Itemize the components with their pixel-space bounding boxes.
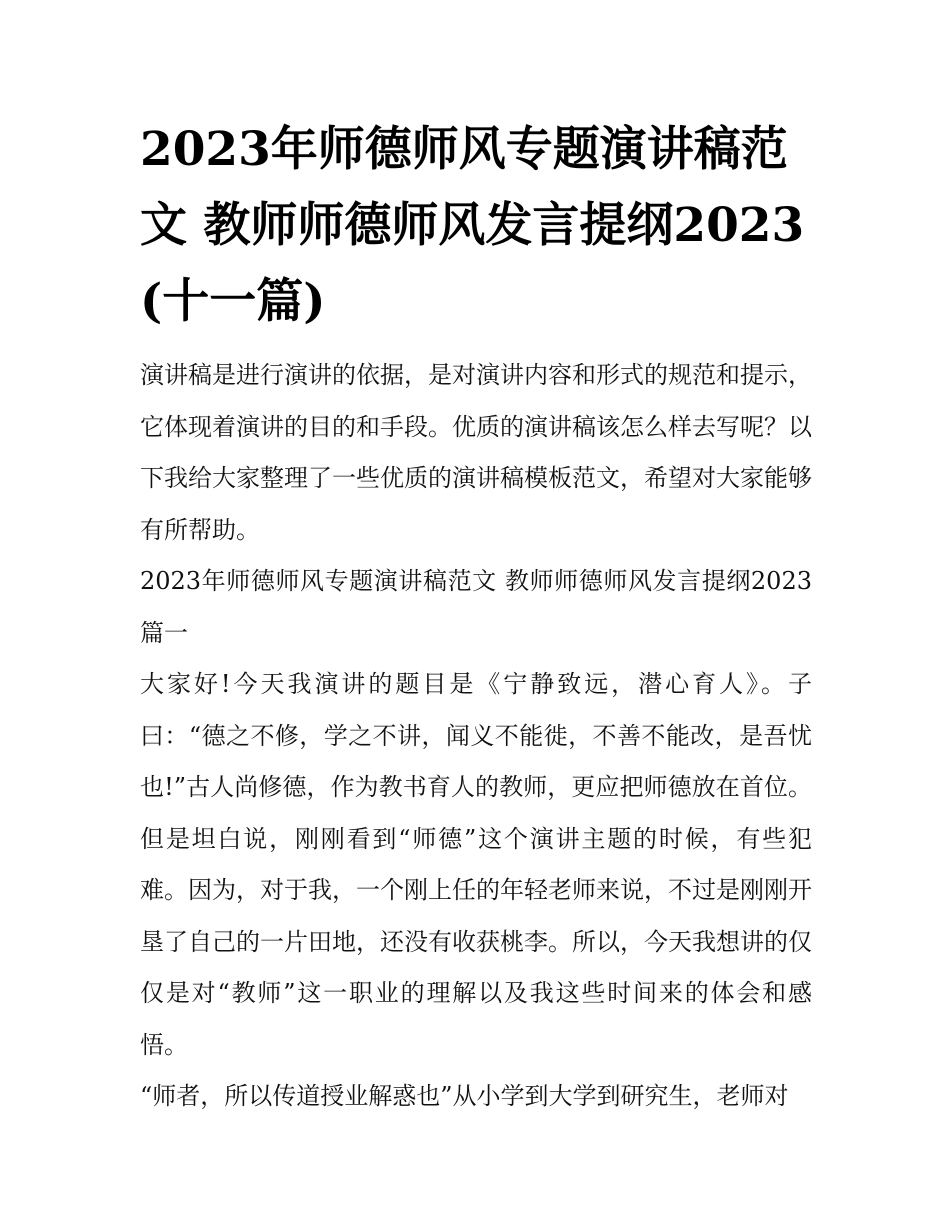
section-heading: 2023年师德师风专题演讲稿范文 教师师德师风发言提纲2023篇一 (140, 567, 812, 647)
document-title: 2023年师德师风专题演讲稿范文 教师师德师风发言提纲2023(十一篇) (140, 122, 805, 329)
speech-paragraph: 大家好!今天我演讲的题目是《宁静致远，潜心育人》。子曰：“德之不修，学之不讲，闻义不能徙，不善不能改，是吾忧也!”古人尚修德，作为教书育人的教师，更应把师德放在首位。但是坦白说，刚刚看到“师德”这个演讲主题的时候，有些犯难。因为，对于我，一个刚上任的年轻老师来说，不过是刚刚开垦了自己的一片田地，还没有收获桃李。所以，今天我想讲的仅仅是对“教师”这一职业的理解以及我这些时间来的体会和感悟。 (140, 670, 812, 1059)
speech-paragraph-continued: “师者，所以传道授业解惑也”从小学到大学到研究生，老师对 (140, 1082, 789, 1110)
document-page (140, 112, 812, 1123)
intro-paragraph: 演讲稿是进行演讲的依据，是对演讲内容和形式的规范和提示，它体现着演讲的目的和手段。优质的演讲稿该怎么样去写呢？以下我给大家整理了一些优质的演讲稿模板范文，希望对大家能够有所帮助。 (140, 361, 812, 544)
document-body (140, 350, 812, 1123)
